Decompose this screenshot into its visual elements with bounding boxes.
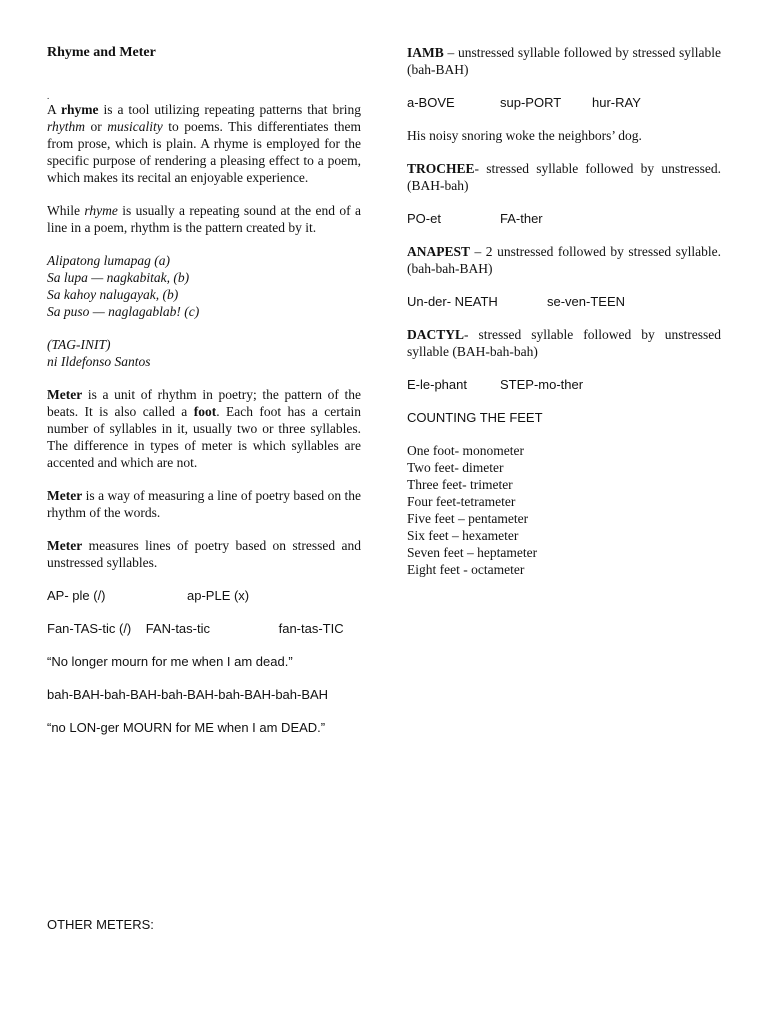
page-title: Rhyme and Meter (47, 45, 156, 60)
trochee-definition: TROCHEE- stressed syllable followed by unstressed. (BAH-bah) (407, 161, 721, 193)
feet-list (407, 442, 721, 578)
list-item: Four feet-tetrameter (407, 494, 516, 509)
scansion-line: bah-BAH-bah-BAH-bah-BAH-bah-BAH-bah-BAH (47, 687, 329, 702)
example-word: AP- ple (/) (47, 588, 106, 603)
example-word: a-BOVE (407, 95, 455, 110)
meter-measuring: Meter is a way of measuring a line of poetry based on the rhythm of the words. (47, 488, 361, 520)
iamb-definition: IAMB – unstressed syllable followed by stressed syllable (bah-BAH) (407, 45, 721, 77)
example-word: E-le-phant (407, 377, 467, 392)
rhyme-definition: A rhyme is a tool utilizing repeating patterns that bring rhythm or musicality to poems. This differentiates them from prose, which is plain. A rhyme is employed for the specific purpose of rendering a pleasing effect to a poem, which makes its recital an enjoyable experience. (47, 102, 361, 185)
poem-line: Sa lupa — nagkabitak, (b) (47, 270, 190, 285)
rhyme-vs-rhythm: While rhyme is usually a repeating sound at the end of a line in a poem, rhythm is the pattern created by it. (47, 203, 361, 235)
poem-excerpt (47, 252, 361, 320)
dactyl-definition: DACTYL- stressed syllable followed by unstressed syllable (BAH-bah-bah) (407, 327, 721, 359)
fantastic-example: Fan-TAS-tic (/) FAN-tas-tic fan-tas-TIC (47, 621, 344, 636)
poem-source (47, 336, 361, 370)
example-word: STEP-mo-ther (500, 377, 584, 392)
poem-author: ni Ildefonso Santos (47, 354, 151, 369)
iamb-examples (407, 94, 721, 111)
example-word: Un-der- NEATH (407, 294, 498, 309)
example-word: FA-ther (500, 211, 543, 226)
list-item: Six feet – hexameter (407, 528, 519, 543)
list-item: One foot- monometer (407, 443, 524, 458)
other-meters-heading: OTHER METERS: (47, 917, 154, 932)
poem-line: Alipatong lumapag (a) (47, 253, 170, 268)
list-item: Seven feet – heptameter (407, 545, 538, 560)
example-word: ap-PLE (x) (187, 588, 250, 603)
iamb-sentence: His noisy snoring woke the neighbors’ dog. (407, 128, 642, 143)
poem-line: Sa kahoy nalugayak, (b) (47, 287, 179, 302)
quote-line: “No longer mourn for me when I am dead.” (47, 654, 293, 669)
counting-feet-heading: COUNTING THE FEET (407, 410, 543, 425)
list-item: Two feet- dimeter (407, 460, 504, 475)
example-word: sup-PORT (500, 95, 562, 110)
example-word: se-ven-TEEN (547, 294, 626, 309)
poem-title: (TAG-INIT) (47, 337, 111, 352)
meter-definition: Meter is a unit of rhythm in poetry; the pattern of the beats. It is also called a foot. Each foot has a certain number of syllables in it, usually two or three syllables. The difference in types of meter is which syllables are accented and which are not. (47, 387, 361, 470)
list-item: Three feet- trimeter (407, 477, 513, 492)
anapest-examples (407, 293, 721, 310)
example-word: hur-RAY (592, 95, 641, 110)
left-column (47, 44, 361, 736)
example-word: PO-et (407, 211, 441, 226)
right-column (407, 44, 721, 578)
dactyl-examples (407, 376, 721, 393)
list-item: Eight feet - octameter (407, 562, 525, 577)
stray-dot: . (47, 91, 50, 101)
stressed-quote-line: “no LON-ger MOURN for ME when I am DEAD.” (47, 720, 326, 735)
poem-line: Sa puso — naglagablab! (c) (47, 304, 200, 319)
anapest-definition: ANAPEST – 2 unstressed followed by stressed syllable. (bah-bah-BAH) (407, 244, 721, 276)
apple-example (47, 587, 361, 604)
list-item: Five feet – pentameter (407, 511, 529, 526)
meter-stress: Meter measures lines of poetry based on stressed and unstressed syllables. (47, 538, 361, 570)
trochee-examples (407, 210, 721, 227)
